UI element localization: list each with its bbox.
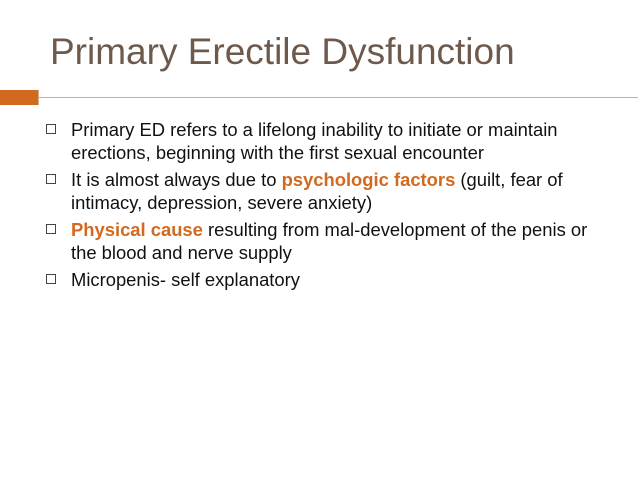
bullet-highlight: Physical cause: [71, 219, 203, 240]
bullet-item: [44, 268, 604, 291]
bullet-text: Primary ED refers to a lifelong inability to initiate or maintain erections, beginning with the first sexual encounter: [71, 119, 558, 163]
bullet-highlight: psychologic factors: [281, 169, 456, 190]
hollow-square-bullet-icon: [46, 124, 56, 134]
slide-title: Primary Erectile Dysfunction: [50, 31, 515, 72]
title-accent-bar: [0, 90, 38, 105]
bullet-list: [44, 118, 604, 295]
title-divider: [38, 97, 638, 98]
hollow-square-bullet-icon: [46, 174, 56, 184]
bullet-item: [44, 218, 604, 264]
bullet-text: Micropenis- self explanatory: [71, 269, 300, 290]
bullet-item: [44, 118, 604, 164]
bullet-item: [44, 168, 604, 214]
hollow-square-bullet-icon: [46, 274, 56, 284]
bullet-text-after: resulting from mal-development of the penis or the blood and nerve supply: [71, 219, 588, 263]
hollow-square-bullet-icon: [46, 224, 56, 234]
bullet-text: It is almost always due to: [71, 169, 282, 190]
bullet-text-after: (guilt, fear of intimacy, depression, severe anxiety): [71, 169, 563, 213]
